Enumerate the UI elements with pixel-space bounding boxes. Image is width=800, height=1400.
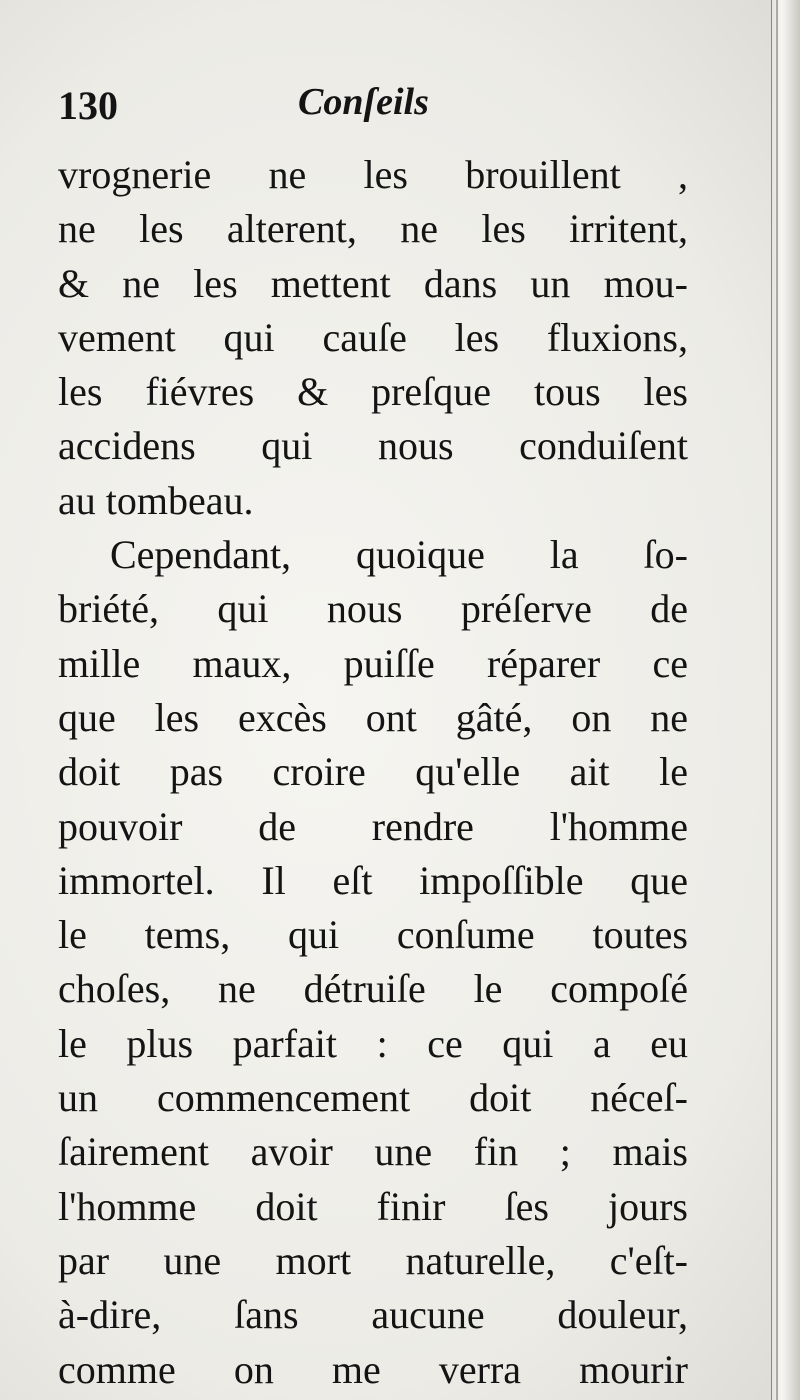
page-number: 130 <box>58 83 118 128</box>
paragraph-start-line: Cependant, quoique la ſo- <box>110 532 688 578</box>
binding-edge <box>776 0 778 1400</box>
text-line: choſes, ne détruiſe le compoſé <box>58 966 688 1012</box>
text-line: vrognerie ne les brouillent , <box>58 152 688 197</box>
text-line: accidens qui nous conduiſent <box>58 423 688 469</box>
text-line: l'homme doit finir ſes jours <box>58 1183 688 1229</box>
text-line: à-dire, ſans aucune douleur, <box>58 1292 688 1338</box>
text-line: par une mort naturelle, c'eſt- <box>58 1237 688 1283</box>
running-title: Conſeils <box>298 81 429 123</box>
text-line: briété, qui nous préſerve de <box>58 586 688 632</box>
text-line: doit pas croire qu'elle ait le <box>58 749 688 795</box>
text-line: immortel. Il eſt impoſſible que <box>58 857 688 903</box>
text-line: & ne les mettent dans un mou- <box>58 260 688 306</box>
text-line: au tombeau. <box>58 477 254 523</box>
text-line: vement qui cauſe les fluxions, <box>58 314 688 360</box>
text-line: le plus parfait : ce qui a eu <box>58 1020 688 1066</box>
page-header <box>58 78 698 130</box>
body-text <box>58 148 688 1397</box>
text-line: le tems, qui conſume toutes <box>58 912 688 958</box>
text-line: ne les alterent, ne les irritent, <box>58 206 688 252</box>
text-line: pouvoir de rendre l'homme <box>58 803 688 849</box>
text-line: comme on me verra mourir <box>58 1346 688 1392</box>
text-line: que les excès ont gâté, on ne <box>58 694 688 740</box>
text-line: ſairement avoir une fin ; mais <box>58 1129 688 1175</box>
text-line: un commencement doit néceſ- <box>58 1075 688 1121</box>
text-line: mille maux, puiſſe réparer ce <box>58 640 688 686</box>
text-line: les fiévres & preſque tous les <box>58 369 688 415</box>
